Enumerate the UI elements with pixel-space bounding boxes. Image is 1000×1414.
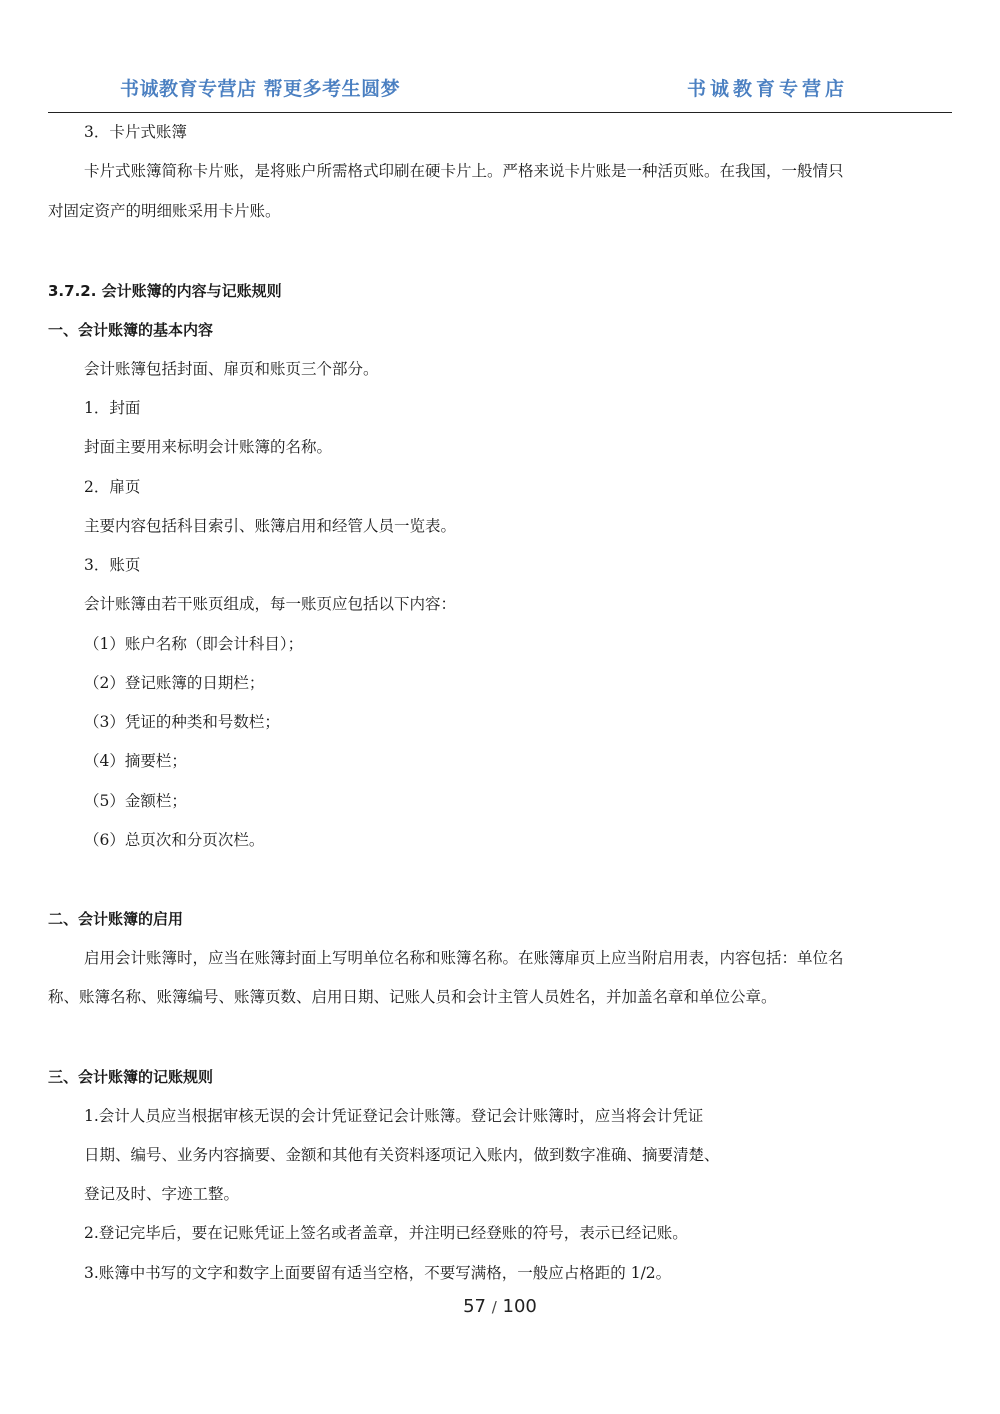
paragraph-flyleaf-desc: 主要内容包括科目索引、账簿启用和经管人员一览表。 — [84, 517, 457, 535]
list-item: （6）总页次和分页次栏。 — [84, 831, 265, 849]
paragraph-card-ledger-line-2: 对固定资产的明细账采用卡片账。 — [48, 202, 281, 220]
paragraph-ledger-parts: 会计账簿包括封面、扉页和账页三个部分。 — [84, 360, 379, 378]
paragraph-card-ledger-heading: 3．卡片式账簿 — [84, 123, 187, 141]
heading-ledger-activation: 二、会计账簿的启用 — [48, 910, 184, 928]
page-number — [0, 1296, 1000, 1317]
list-item: （5）金额栏； — [84, 792, 187, 810]
paragraph-flyleaf-heading: 2．扉页 — [84, 478, 141, 496]
page-header — [48, 70, 952, 113]
rule-1-line-2: 日期、编号、业务内容摘要、金额和其他有关资料逐项记入账内，做到数字准确、摘要清楚、 — [84, 1146, 720, 1164]
section-heading-3-7-2: 3.7.2. 会计账簿的内容与记账规则 — [48, 282, 282, 300]
heading-bookkeeping-rules: 三、会计账簿的记账规则 — [48, 1068, 214, 1086]
list-item: （4）摘要栏； — [84, 752, 187, 770]
heading-basic-content: 一、会计账簿的基本内容 — [48, 321, 214, 339]
rule-2: 2.登记完毕后，要在记账凭证上签名或者盖章，并注明已经登账的符号，表示已经记账。 — [84, 1224, 688, 1242]
total-pages: 100 — [502, 1296, 537, 1317]
paragraph-card-ledger-line-1: 卡片式账簿简称卡片账，是将账户所需格式印刷在硬卡片上。严格来说卡片账是一种活页账。在我国，一般情只 — [84, 162, 844, 180]
rule-1-line-1: 1.会计人员应当根据审核无误的会计凭证登记会计账簿。登记会计账簿时，应当将会计凭证 — [84, 1107, 704, 1125]
header-store-name: 书诚教育专营店 — [686, 78, 848, 100]
paragraph-activation-line-2: 称、账簿名称、账簿编号、账簿页数、启用日期、记账人员和会计主管人员姓名，并加盖名章和单位公章。 — [48, 988, 777, 1006]
page-separator: / — [491, 1298, 497, 1316]
paragraph-activation-line-1: 启用会计账簿时，应当在账簿封面上写明单位名称和账簿名称。在账簿扉页上应当附启用表，内容包括：单位名 — [84, 949, 844, 967]
list-item: （3）凭证的种类和号数栏； — [84, 713, 280, 731]
rule-3: 3.账簿中书写的文字和数字上面要留有适当空格，不要写满格，一般应占格距的 1/2。 — [84, 1264, 672, 1282]
paragraph-page-heading: 3．账页 — [84, 556, 141, 574]
paragraph-cover-heading: 1．封面 — [84, 399, 141, 417]
list-item: （2）登记账簿的日期栏； — [84, 674, 265, 692]
paragraph-cover-desc: 封面主要用来标明会计账簿的名称。 — [84, 438, 333, 456]
rule-1-line-3: 登记及时、字迹工整。 — [84, 1185, 240, 1203]
current-page: 57 — [463, 1296, 486, 1317]
paragraph-page-desc: 会计账簿由若干账页组成，每一账页应包括以下内容： — [84, 595, 457, 613]
header-slogan: 书诚教育专营店 帮更多考生圆梦 — [120, 78, 401, 100]
list-item: （1）账户名称（即会计科目）； — [84, 635, 304, 653]
